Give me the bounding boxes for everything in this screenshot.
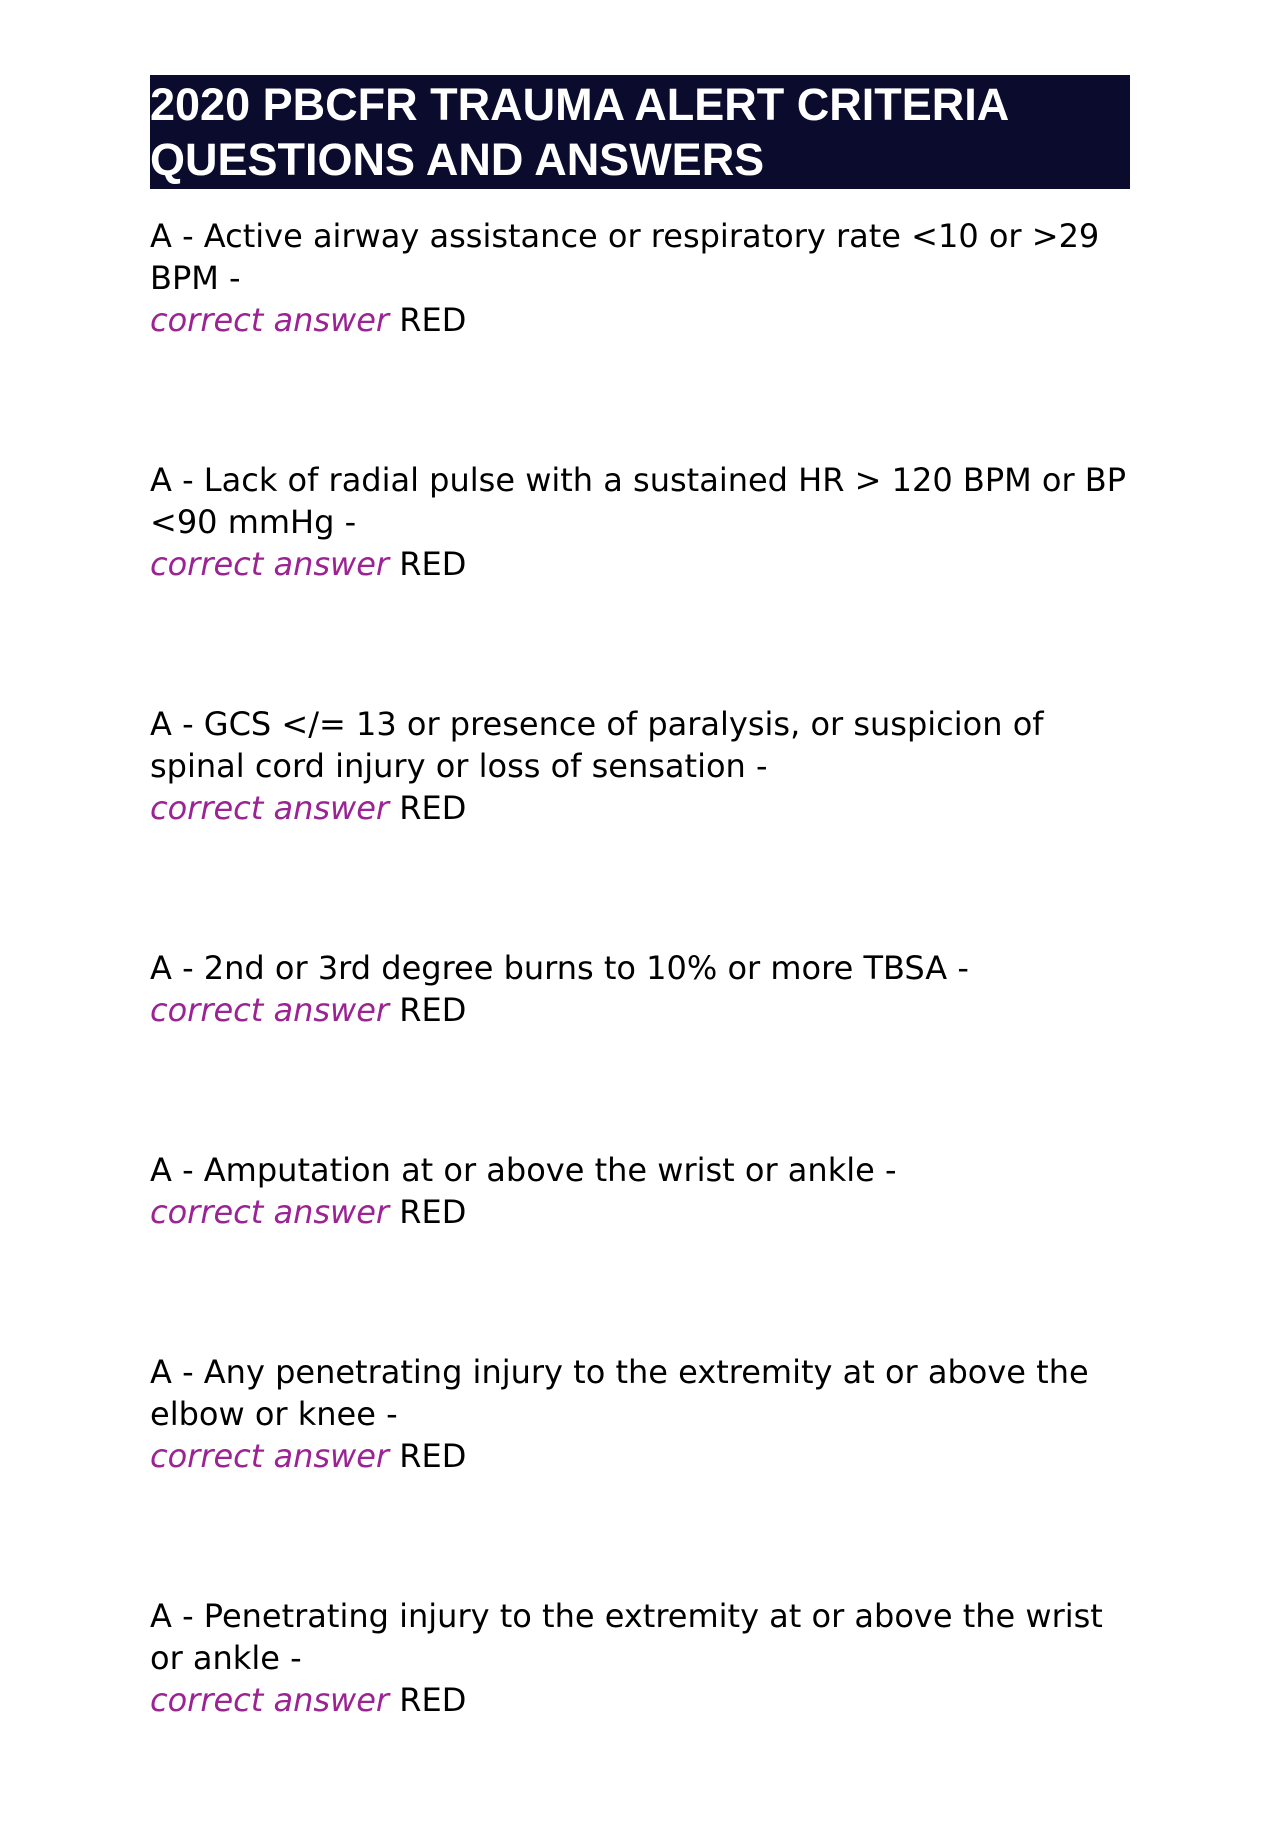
- qa-item: [150, 459, 1130, 585]
- answer-value: RED: [399, 1681, 467, 1719]
- answer-value: RED: [399, 545, 467, 583]
- answer-value: RED: [399, 789, 467, 827]
- qa-item: [150, 703, 1130, 829]
- answer-label: correct answer: [150, 301, 400, 339]
- question-text: A - Amputation at or above the wrist or ankle -: [150, 1151, 897, 1189]
- answer-label: correct answer: [150, 789, 400, 827]
- qa-item: [150, 1351, 1130, 1477]
- answer-value: RED: [399, 1193, 467, 1231]
- qa-item: [150, 1595, 1130, 1721]
- question-text: A - 2nd or 3rd degree burns to 10% or more TBSA -: [150, 949, 969, 987]
- answer-label: correct answer: [150, 1193, 400, 1231]
- answer-label: correct answer: [150, 1681, 400, 1719]
- question-text: A - Active airway assistance or respiratory rate <10 or >29 BPM -: [150, 217, 1100, 297]
- answer-label: correct answer: [150, 1437, 400, 1475]
- answer-label: correct answer: [150, 545, 400, 583]
- document-page: [150, 75, 1130, 1839]
- qa-item: [150, 215, 1130, 341]
- qa-item: [150, 947, 1130, 1031]
- answer-value: RED: [399, 1437, 467, 1475]
- question-text: A - GCS </= 13 or presence of paralysis, or suspicion of spinal cord injury or loss of sensation -: [150, 705, 1044, 785]
- document-title: 2020 PBCFR TRAUMA ALERT CRITERIA QUESTIONS AND ANSWERS: [150, 75, 1130, 189]
- answer-value: RED: [399, 301, 467, 339]
- question-text: A - Any penetrating injury to the extremity at or above the elbow or knee -: [150, 1353, 1089, 1433]
- answer-label: correct answer: [150, 991, 400, 1029]
- question-text: A - Lack of radial pulse with a sustained HR > 120 BPM or BP <90 mmHg -: [150, 461, 1127, 541]
- question-text: A - Penetrating injury to the extremity at or above the wrist or ankle -: [150, 1597, 1103, 1677]
- answer-value: RED: [399, 991, 467, 1029]
- qa-item: [150, 1149, 1130, 1233]
